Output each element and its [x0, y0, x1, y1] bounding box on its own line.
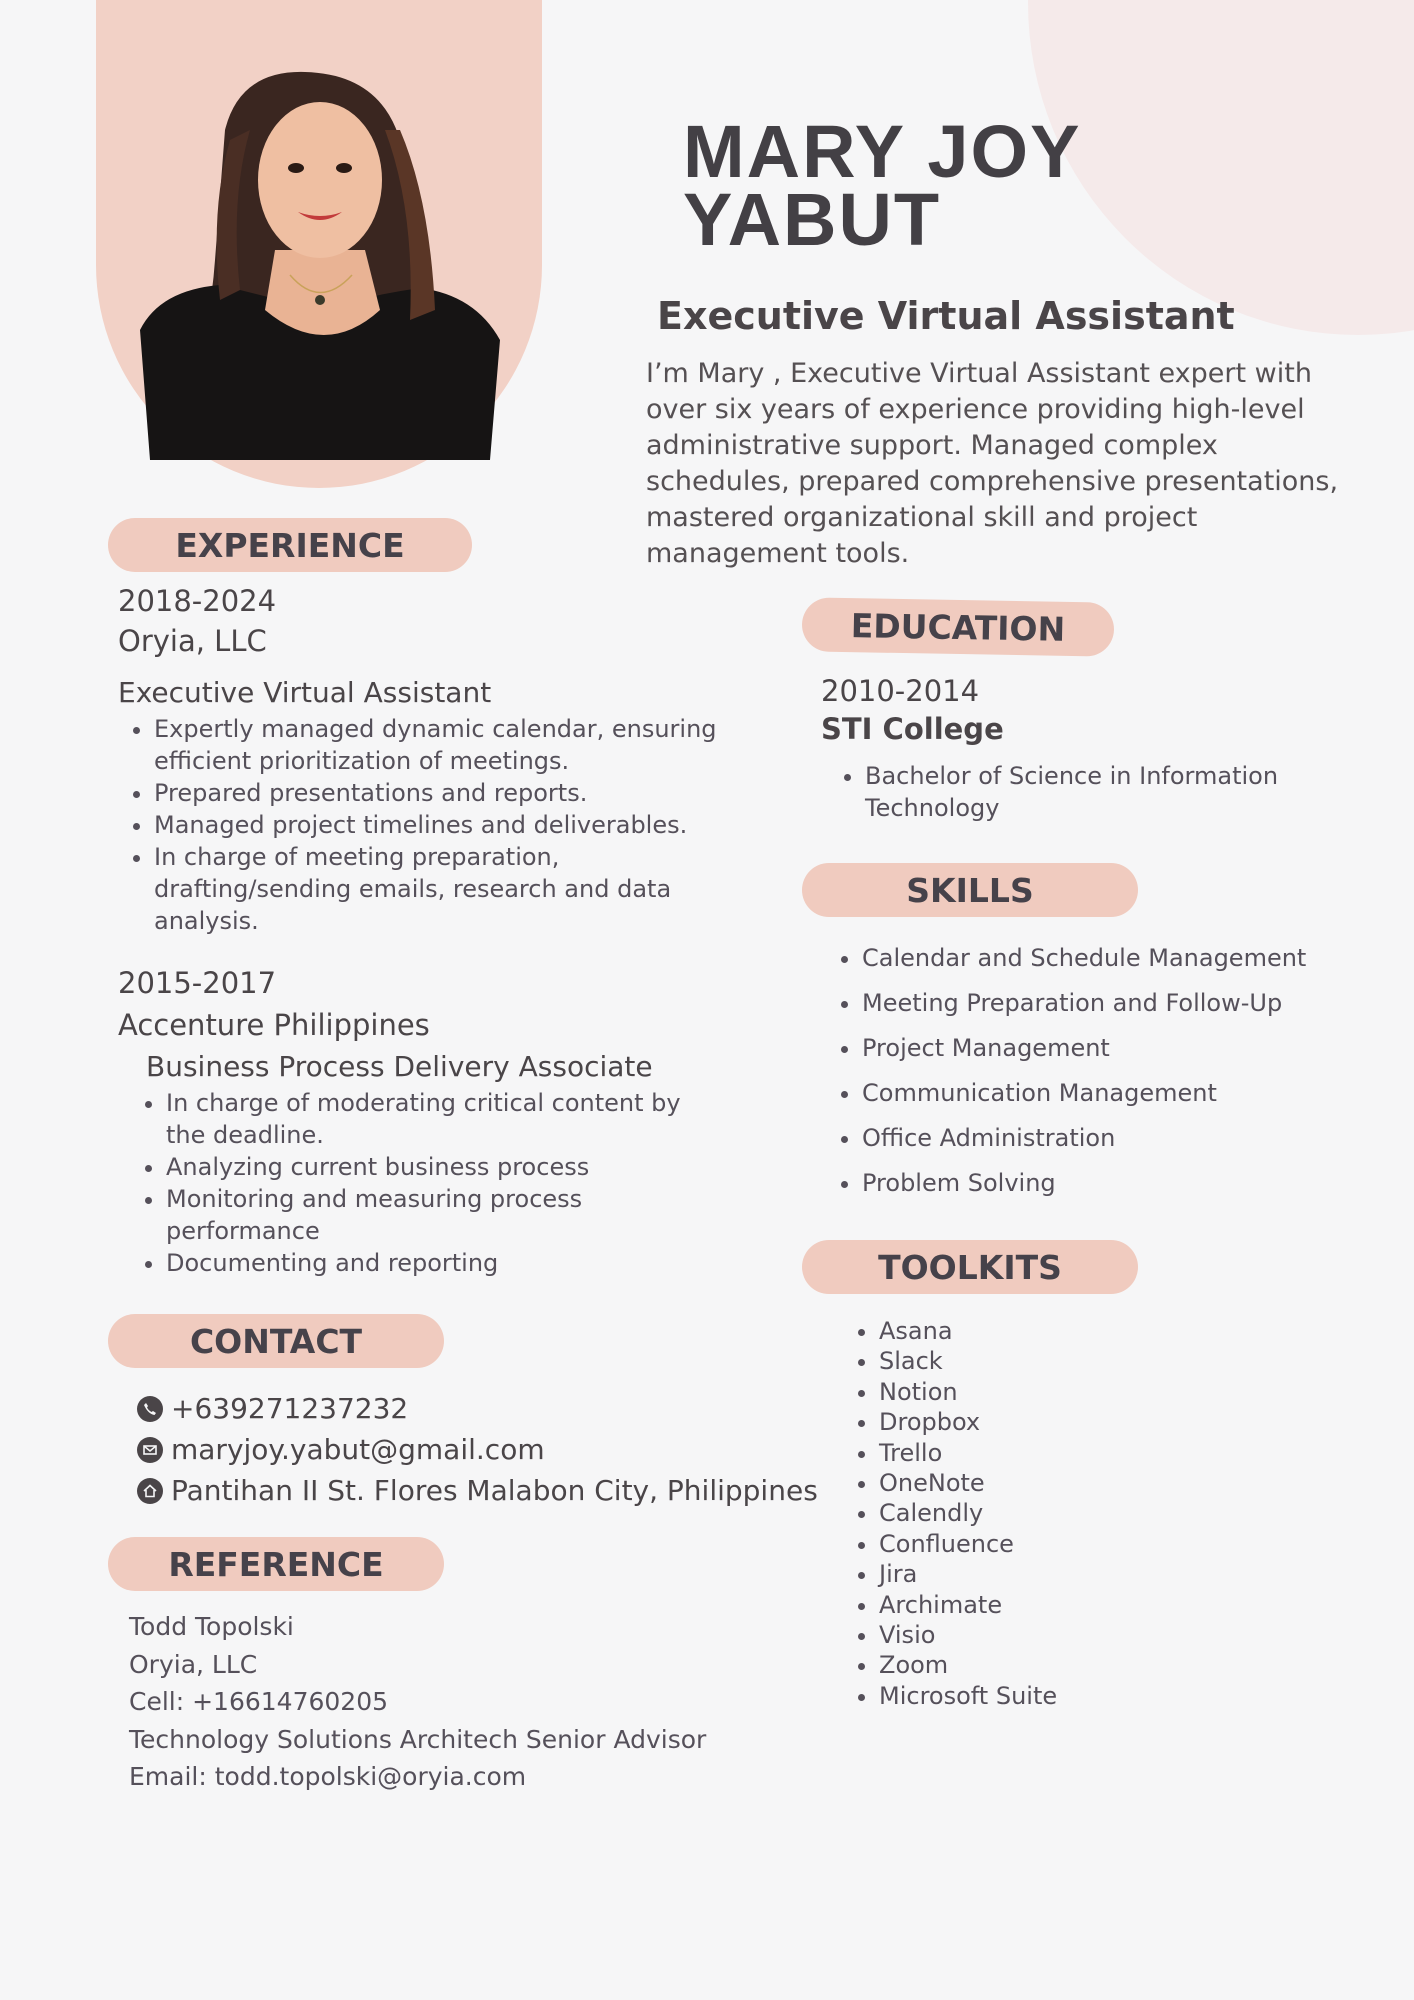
job-years: 2018-2024: [118, 584, 277, 618]
decorative-circle: [1028, 0, 1414, 335]
reference-cell: Cell: +16614760205: [129, 1687, 389, 1716]
toolkits-list: [843, 1316, 1299, 1711]
contact-heading: CONTACT: [108, 1314, 444, 1368]
list-item: • Bachelor of Science in Information Technology: [865, 760, 1301, 824]
job-years: 2015-2017: [118, 966, 277, 1000]
list-item: • Microsoft Suite: [879, 1681, 1299, 1711]
toolkits-heading: TOOLKITS: [802, 1240, 1138, 1294]
phone-icon: [137, 1396, 163, 1422]
education-entry: [821, 674, 1301, 824]
list-item: • Zoom: [879, 1650, 1299, 1680]
education-heading: EDUCATION: [802, 597, 1115, 656]
job-title: Executive Virtual Assistant: [657, 294, 1235, 338]
list-item: • Analyzing current business process: [166, 1151, 718, 1183]
reference-name: Todd Topolski: [129, 1612, 294, 1641]
profile-summary: I’m Mary , Executive Virtual Assistant expert with over six years of experience providing high-level administrative support. Managed complex schedules, prepared comprehensive presentations, mastered organizational skill and project management tools.: [646, 358, 1339, 569]
list-item: • In charge of moderating critical content by the deadline.: [166, 1087, 718, 1151]
reference-heading: REFERENCE: [108, 1537, 444, 1591]
contact-phone: [137, 1388, 818, 1429]
list-item: • Communication Management: [862, 1077, 1382, 1109]
contact-email: [137, 1429, 818, 1470]
candidate-name: [683, 110, 1082, 261]
list-item: • Managed project timelines and deliverables.: [154, 809, 718, 841]
contact-address: [137, 1470, 818, 1511]
skills-list: [826, 942, 1382, 1212]
list-item: • Problem Solving: [862, 1167, 1382, 1199]
mail-icon: [137, 1437, 163, 1463]
list-item: • Visio: [879, 1620, 1299, 1650]
home-address: Pantihan II St. Flores Malabon City, Philippines: [171, 1474, 818, 1507]
skills-heading: SKILLS: [802, 863, 1138, 917]
list-item: • Expertly managed dynamic calendar, ensuring efficient prioritization of meetings.: [154, 713, 718, 777]
reference-position: Technology Solutions Architech Senior Advisor: [129, 1724, 707, 1754]
reference-email: Email: todd.topolski@oryia.com: [129, 1762, 527, 1791]
education-school: STI College: [821, 712, 1004, 746]
list-item: • Documenting and reporting: [166, 1247, 718, 1279]
list-item: • Asana: [879, 1316, 1299, 1346]
reference-company: Oryia, LLC: [129, 1649, 258, 1679]
list-item: • Meeting Preparation and Follow-Up: [862, 987, 1382, 1019]
reference-details: [129, 1608, 706, 1796]
education-years: 2010-2014: [821, 674, 980, 708]
list-item: • Jira: [879, 1559, 1299, 1589]
profile-photo: [130, 60, 510, 460]
list-item: • Project Management: [862, 1032, 1382, 1064]
list-item: • OneNote: [879, 1468, 1299, 1498]
contact-list: [137, 1388, 818, 1511]
job-company: Oryia, LLC: [118, 624, 267, 658]
phone-number: +639271237232: [171, 1392, 409, 1425]
last-name: YABUT: [683, 178, 942, 261]
list-item: • Prepared presentations and reports.: [154, 777, 718, 809]
list-item: • Calendly: [879, 1498, 1299, 1528]
experience-job-1: [118, 584, 718, 937]
list-item: • In charge of meeting preparation, drafting/sending emails, research and data analysis.: [154, 841, 718, 937]
list-item: • Confluence: [879, 1529, 1299, 1559]
job-role: Executive Virtual Assistant: [118, 676, 492, 709]
list-item: • Trello: [879, 1438, 1299, 1468]
list-item: • Office Administration: [862, 1122, 1382, 1154]
first-name: MARY JOY: [683, 110, 1082, 193]
experience-job-2: [118, 966, 718, 1279]
experience-heading: EXPERIENCE: [108, 518, 472, 572]
list-item: • Archimate: [879, 1590, 1299, 1620]
list-item: • Dropbox: [879, 1407, 1299, 1437]
home-icon: [137, 1478, 163, 1504]
list-item: • Notion: [879, 1377, 1299, 1407]
list-item: • Calendar and Schedule Management: [862, 942, 1382, 974]
job-role: Business Process Delivery Associate: [146, 1050, 653, 1083]
list-item: • Monitoring and measuring process performance: [166, 1183, 718, 1247]
email-address: maryjoy.yabut@gmail.com: [171, 1433, 545, 1466]
job-company: Accenture Philippines: [118, 1008, 430, 1042]
list-item: • Slack: [879, 1346, 1299, 1376]
